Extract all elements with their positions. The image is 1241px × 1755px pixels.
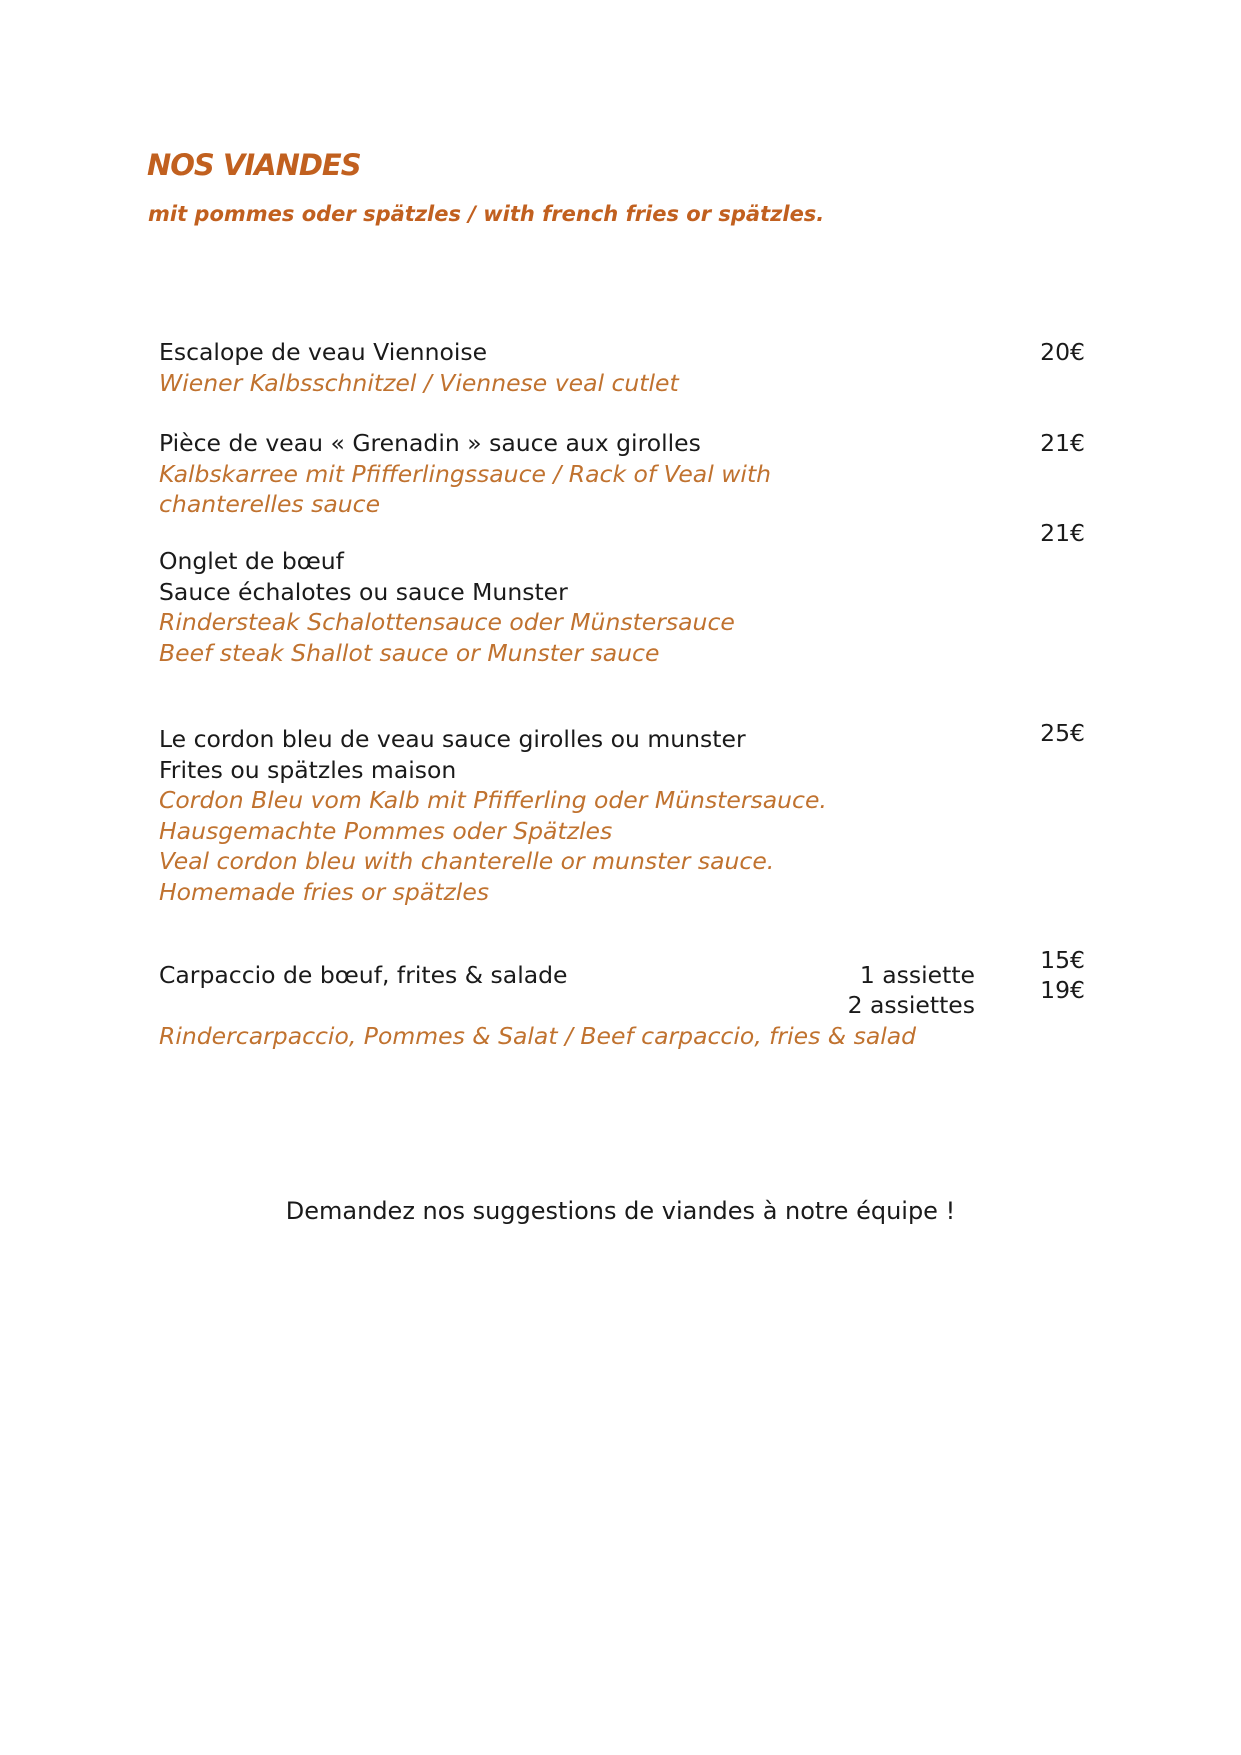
page-title: NOS VIANDES: [147, 148, 361, 182]
item-price-carpaccio-single: 15€: [1040, 946, 1085, 974]
item-sauce: Sauce échalotes ou sauce Munster: [159, 577, 568, 606]
item-side: Frites ou spätzles maison: [159, 755, 457, 784]
footer-note: Demandez nos suggestions de viandes à notre équipe !: [285, 1197, 956, 1225]
item-price-carpaccio-double: 19€: [1040, 976, 1085, 1004]
page-subtitle: mit pommes oder spätzles / with french fries or spätzles.: [148, 202, 825, 226]
item-name: Le cordon bleu de veau sauce girolles ou munster: [159, 725, 746, 753]
menu-item-grenadin: [159, 428, 979, 520]
item-price-onglet: 21€: [1040, 519, 1085, 547]
item-translation-de-continued: Hausgemachte Pommes oder Spätzles: [159, 816, 613, 845]
item-translation-de: Rindersteak Schalottensauce oder Münstersauce: [159, 608, 735, 636]
item-name: Carpaccio de bœuf, frites & salade: [159, 961, 568, 989]
item-translation: Wiener Kalbsschnitzel / Viennese veal cutlet: [159, 368, 679, 397]
menu-item-escalope: [159, 337, 979, 398]
item-translation-continued: chanterelles sauce: [159, 490, 381, 518]
item-translation: Rindercarpaccio, Pommes & Salat / Beef carpaccio, fries & salad: [159, 1022, 917, 1050]
item-translation-en: Beef steak Shallot sauce or Munster sauce: [159, 638, 660, 667]
item-price-escalope: 20€: [1040, 338, 1085, 366]
item-name: Escalope de veau Viennoise: [159, 338, 488, 366]
item-name: Pièce de veau « Grenadin » sauce aux girolles: [159, 429, 701, 457]
item-translation-de: Cordon Bleu vom Kalb mit Pfifferling oder Münstersauce.: [159, 786, 827, 814]
item-price-grenadin: 21€: [1040, 429, 1085, 457]
item-translation-en: Veal cordon bleu with chanterelle or munster sauce.: [159, 847, 775, 875]
item-translation-en-continued: Homemade fries or spätzles: [159, 877, 490, 906]
item-name: Onglet de bœuf: [159, 547, 344, 575]
item-price-cordon-bleu: 25€: [1040, 719, 1085, 747]
menu-item-cordon-bleu: [159, 724, 979, 907]
menu-item-onglet: [159, 546, 979, 668]
item-translation: Kalbskarree mit Pfifferlingssauce / Rack of Veal with: [159, 459, 772, 488]
portion-double: 2 assiettes: [847, 991, 975, 1019]
portion-single: 1 assiette: [859, 961, 975, 989]
